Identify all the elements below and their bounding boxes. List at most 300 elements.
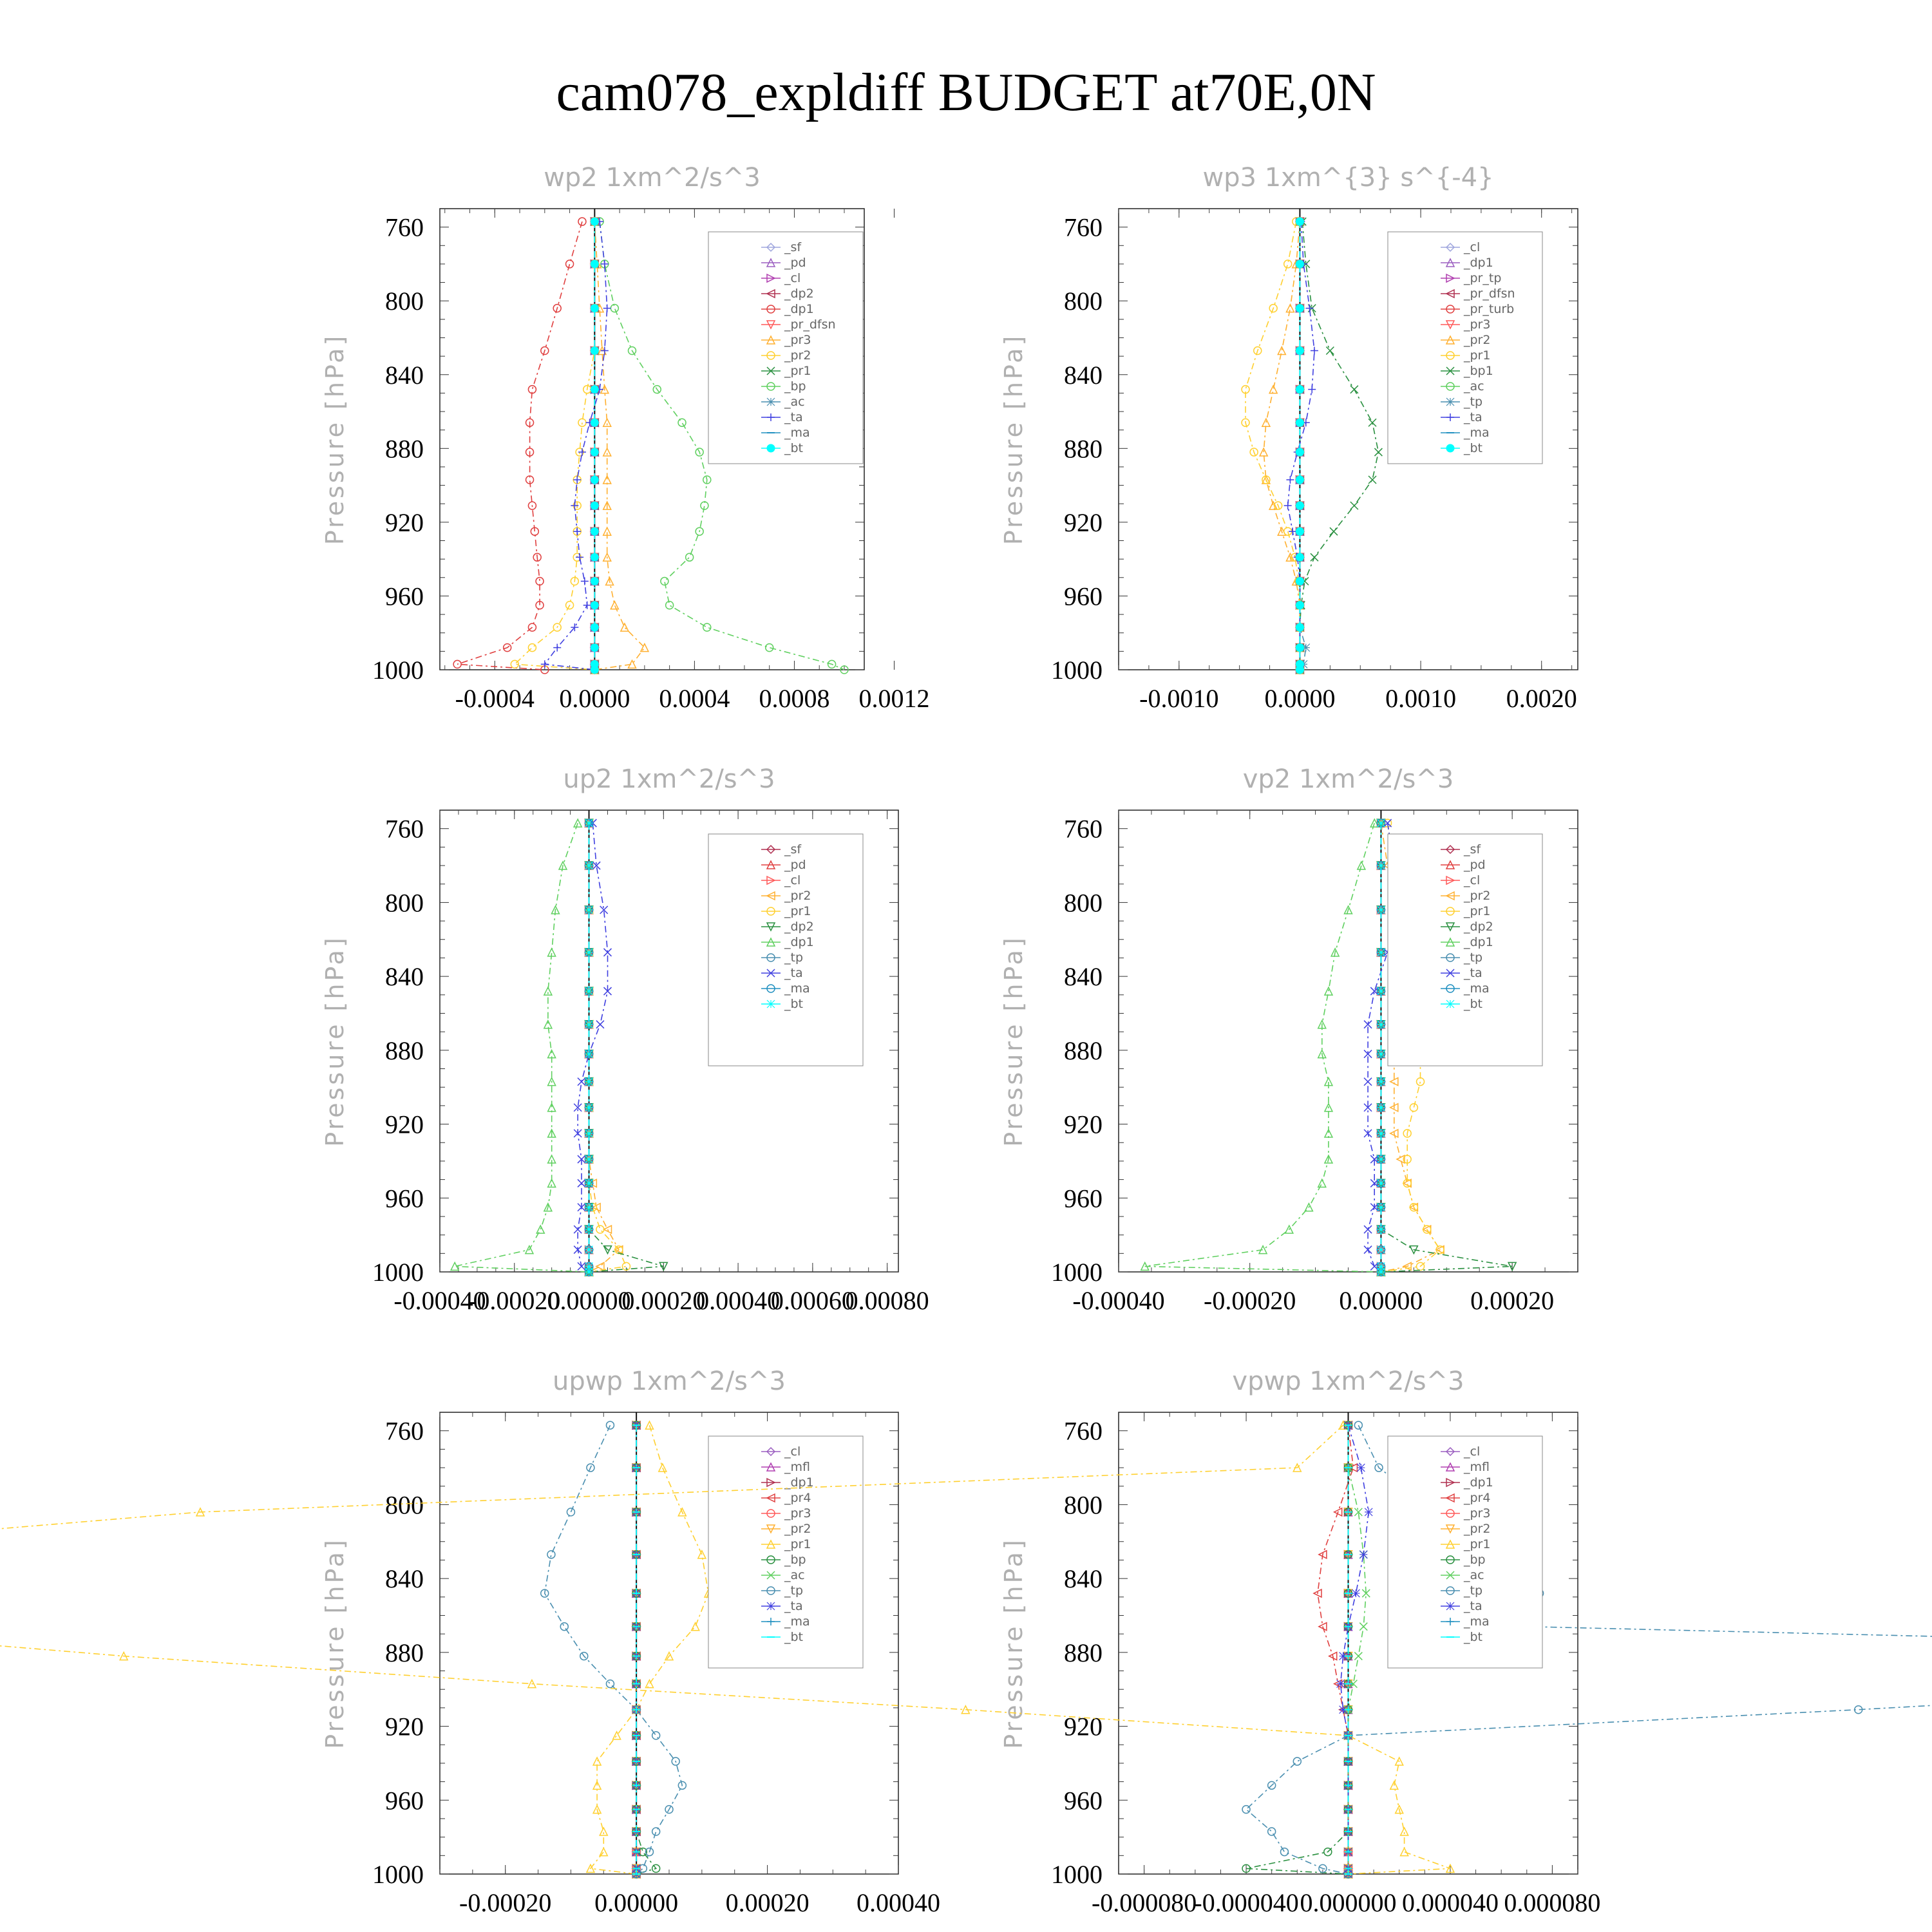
legend-label: _dp1 <box>784 935 814 949</box>
y-tick-label: 760 <box>385 1416 424 1446</box>
legend-label: _pr3 <box>784 1506 811 1520</box>
y-tick-label: 1000 <box>372 1860 424 1889</box>
series-line-dp1 <box>457 222 582 670</box>
data-point <box>600 1828 607 1835</box>
legend-label: _pr1 <box>1464 904 1491 918</box>
x-tick-label: -0.000040 <box>1193 1888 1299 1917</box>
data-point <box>603 949 611 956</box>
data-point <box>1296 666 1303 674</box>
legend <box>1388 834 1542 1066</box>
data-point <box>1410 1104 1417 1112</box>
data-point <box>536 1226 544 1233</box>
legend-label: _pr2 <box>784 348 811 363</box>
legend-label: _pr1 <box>784 364 811 378</box>
data-point <box>652 1732 660 1739</box>
y-axis-label: Pressure [hPa] <box>999 935 1028 1147</box>
data-point <box>1377 862 1385 869</box>
y-tick-label: 880 <box>385 434 424 464</box>
legend-label: _cl <box>784 1444 801 1459</box>
legend <box>708 1436 863 1668</box>
y-tick-label: 960 <box>1064 1184 1103 1213</box>
legend-label: _bp1 <box>1464 364 1493 378</box>
legend-label: _tp <box>784 951 804 965</box>
data-point <box>606 1680 614 1688</box>
legend-label: _dp2 <box>784 920 814 934</box>
series-line-pr1 <box>589 823 627 1272</box>
x-tick-label: 0.00080 <box>845 1286 929 1315</box>
legend-label: _bt <box>1464 441 1483 455</box>
data-point <box>1377 1078 1385 1086</box>
data-point <box>1377 1130 1385 1137</box>
y-tick-label: 960 <box>1064 582 1103 611</box>
x-tick-label: 0.00060 <box>770 1286 855 1315</box>
x-tick-label: -0.00040 <box>393 1286 486 1315</box>
legend-label: _pd <box>784 858 806 872</box>
data-point <box>1296 419 1303 426</box>
data-point <box>1330 527 1338 535</box>
x-tick-label: 0.0020 <box>1506 684 1577 713</box>
y-axis-label: Pressure [hPa] <box>321 333 349 545</box>
y-tick-label: 960 <box>385 582 424 611</box>
panel-title: wp2 1xm^2/s^3 <box>544 163 761 193</box>
y-tick-label: 1000 <box>372 1258 424 1287</box>
legend-marker <box>767 398 775 406</box>
data-point <box>1350 502 1358 509</box>
x-tick-label: 0.0012 <box>858 684 930 713</box>
legend-label: _cl <box>1464 873 1481 887</box>
data-point <box>553 644 561 652</box>
y-axis-label: Pressure [hPa] <box>321 935 349 1147</box>
legend-marker <box>1446 398 1454 406</box>
y-tick-label: 840 <box>1064 1564 1103 1594</box>
data-point <box>585 1050 593 1058</box>
legend-label: _ma <box>1464 426 1490 440</box>
data-point <box>1337 1680 1345 1688</box>
data-point <box>576 553 583 561</box>
panel-title: vp2 1xm^2/s^3 <box>1242 764 1454 794</box>
legend-label: _ma <box>784 981 810 996</box>
y-tick-label: 800 <box>1064 287 1103 316</box>
x-tick-label: 0.000000 <box>1300 1888 1397 1917</box>
legend-marker <box>1446 1602 1454 1610</box>
legend-label: _ta <box>1464 410 1482 424</box>
data-point <box>1377 906 1385 914</box>
data-point <box>1401 1828 1408 1835</box>
legend-label: _tp <box>1464 951 1483 965</box>
legend-label: _ta <box>784 410 803 424</box>
data-point <box>1296 623 1303 631</box>
y-tick-label: 960 <box>385 1184 424 1213</box>
data-point <box>1350 386 1358 393</box>
legend-label: _cl <box>1464 240 1481 254</box>
x-tick-label: 0.0010 <box>1385 684 1457 713</box>
legend <box>708 232 863 464</box>
data-point <box>1377 819 1385 827</box>
y-tick-label: 760 <box>1064 213 1103 242</box>
legend-label: _ma <box>784 426 810 440</box>
data-point <box>1377 1226 1385 1233</box>
data-point <box>613 1732 621 1739</box>
data-point <box>1296 218 1303 225</box>
panel-title: up2 1xm^2/s^3 <box>563 764 775 794</box>
x-tick-label: -0.00020 <box>468 1286 561 1315</box>
data-point <box>1296 386 1303 393</box>
panel-title: vpwp 1xm^2/s^3 <box>1232 1367 1464 1396</box>
legend-label: _pd <box>1464 858 1486 872</box>
legend-label: _sf <box>784 842 802 857</box>
data-point <box>1296 448 1303 456</box>
legend-label: _pr1 <box>784 1537 811 1551</box>
y-tick-label: 760 <box>1064 1416 1103 1446</box>
data-point <box>645 1421 653 1429</box>
series-line-pr1 <box>1245 222 1300 670</box>
data-point <box>578 1179 585 1187</box>
data-point <box>585 1226 593 1233</box>
data-point <box>591 419 598 426</box>
data-point <box>585 1204 593 1211</box>
x-tick-label: -0.0010 <box>1139 684 1219 713</box>
data-point <box>1377 1050 1385 1058</box>
series-line-pr2 <box>515 222 594 670</box>
data-point <box>1296 644 1303 652</box>
data-point <box>686 553 694 561</box>
x-tick-label: -0.00020 <box>459 1888 552 1917</box>
data-point <box>1377 1021 1385 1028</box>
legend-label: _dp1 <box>784 1475 814 1490</box>
series-line-bp <box>1246 1425 1348 1874</box>
y-tick-label: 880 <box>1064 434 1103 464</box>
legend-label: _pr1 <box>1464 1537 1491 1551</box>
x-tick-label: 0.00020 <box>1470 1286 1555 1315</box>
legend-label: _ma <box>784 1615 810 1629</box>
legend-label: _pr2 <box>784 889 811 903</box>
panel-2 <box>999 163 1578 713</box>
data-point <box>1359 1623 1367 1631</box>
data-point <box>1368 419 1376 426</box>
data-point <box>578 419 586 426</box>
y-tick-label: 920 <box>1064 507 1103 537</box>
legend-label: _pr4 <box>784 1491 811 1505</box>
legend-label: _pr1 <box>1464 348 1491 363</box>
data-point <box>1308 386 1316 393</box>
legend-label: _ma <box>1464 1615 1490 1629</box>
y-tick-label: 920 <box>385 507 424 537</box>
legend-label: _dp1 <box>1464 935 1493 949</box>
data-point <box>585 1246 593 1254</box>
y-tick-label: 760 <box>385 814 424 844</box>
legend-label: _pr_tp <box>1464 271 1502 285</box>
data-point <box>581 578 589 585</box>
x-tick-label: -0.000080 <box>1091 1888 1197 1917</box>
legend-marker <box>767 444 775 452</box>
x-tick-label: 0.00000 <box>594 1888 679 1917</box>
data-point <box>591 502 598 509</box>
y-tick-label: 960 <box>385 1786 424 1815</box>
y-tick-label: 920 <box>1064 1712 1103 1741</box>
x-tick-label: 0.000080 <box>1504 1888 1601 1917</box>
data-point <box>591 305 598 312</box>
x-tick-label: 0.00040 <box>696 1286 781 1315</box>
legend-label: _mfl <box>784 1460 810 1474</box>
data-point <box>583 601 591 609</box>
series-line-pr3 <box>594 222 645 670</box>
data-point <box>591 601 598 609</box>
y-tick-label: 880 <box>1064 1638 1103 1667</box>
legend-label: _pr2 <box>1464 889 1491 903</box>
data-point <box>1326 347 1334 355</box>
y-tick-label: 840 <box>1064 962 1103 992</box>
data-point <box>1296 578 1303 585</box>
data-point <box>591 644 598 652</box>
data-point <box>1296 347 1303 355</box>
x-tick-label: 0.00000 <box>1339 1286 1423 1315</box>
series-line-dp1 <box>455 823 589 1272</box>
data-point <box>1359 1551 1367 1558</box>
y-tick-label: 880 <box>385 1638 424 1667</box>
y-tick-label: 800 <box>385 1490 424 1520</box>
legend-label: _bt <box>1464 997 1483 1011</box>
x-tick-label: 0.00020 <box>725 1888 810 1917</box>
panel-5 <box>321 1367 940 1917</box>
panel-1 <box>321 163 930 713</box>
legend-label: _sf <box>1464 842 1481 857</box>
data-point <box>1368 476 1376 484</box>
y-tick-label: 1000 <box>372 656 424 685</box>
legend-label: _bp <box>784 379 806 393</box>
y-tick-label: 800 <box>385 287 424 316</box>
data-point <box>591 386 598 393</box>
x-tick-label: 0.00020 <box>621 1286 706 1315</box>
legend-marker <box>1446 1000 1454 1008</box>
data-point <box>1286 476 1294 484</box>
data-point <box>678 419 686 426</box>
data-point <box>1269 386 1277 393</box>
data-point <box>578 448 586 456</box>
data-point <box>611 305 618 312</box>
legend-label: _ta <box>784 966 803 980</box>
x-tick-label: 0.0004 <box>659 684 730 713</box>
data-point <box>1377 1204 1385 1211</box>
data-point <box>585 1021 593 1028</box>
series-line-dp1 <box>1145 823 1381 1272</box>
data-point <box>1296 502 1303 509</box>
legend-label: _ac <box>784 395 805 409</box>
data-point <box>1318 1179 1326 1187</box>
legend-label: _pr2 <box>784 1522 811 1536</box>
legend-label: _dp1 <box>784 302 814 316</box>
y-tick-label: 800 <box>1064 888 1103 918</box>
panel-4 <box>999 764 1578 1315</box>
data-point <box>652 1828 660 1835</box>
legend-label: _pr_turb <box>1464 302 1515 316</box>
panel-6 <box>0 1367 1932 1917</box>
data-point <box>1354 1421 1362 1429</box>
legend-label: _dp1 <box>1464 1475 1493 1490</box>
data-point <box>1354 1653 1362 1660</box>
y-axis-label: Pressure [hPa] <box>999 1537 1028 1749</box>
data-point <box>1374 448 1382 456</box>
data-point <box>585 987 593 995</box>
legend-label: _dp1 <box>1464 256 1493 270</box>
data-point <box>585 1130 593 1137</box>
y-tick-label: 800 <box>1064 1490 1103 1520</box>
legend-label: _pr2 <box>1464 1522 1491 1536</box>
data-point <box>591 218 598 225</box>
data-point <box>528 644 536 652</box>
data-point <box>591 666 598 674</box>
data-point <box>1296 305 1303 312</box>
y-tick-label: 760 <box>385 213 424 242</box>
data-point <box>1377 1104 1385 1112</box>
legend-label: _bt <box>784 997 804 1011</box>
data-point <box>1357 1464 1365 1472</box>
legend-label: _tp <box>1464 1584 1483 1598</box>
data-point <box>591 578 598 585</box>
data-point <box>1401 1848 1408 1856</box>
x-tick-label: 0.000040 <box>1401 1888 1499 1917</box>
data-point <box>585 949 593 956</box>
x-tick-label: -0.00040 <box>1072 1286 1165 1315</box>
y-tick-label: 840 <box>385 962 424 992</box>
data-point <box>1262 419 1270 426</box>
legend-label: _cl <box>784 873 801 887</box>
data-point <box>1268 1828 1276 1835</box>
data-point <box>591 260 598 268</box>
legend-label: _pr3 <box>784 333 811 347</box>
series-line-pr2 <box>589 823 619 1272</box>
y-tick-label: 760 <box>1064 814 1103 844</box>
data-point <box>596 1262 604 1270</box>
data-point <box>645 1680 653 1688</box>
x-tick-label: 0.0008 <box>759 684 830 713</box>
data-point <box>1365 1508 1372 1516</box>
data-point <box>1377 1179 1385 1187</box>
panel-3 <box>321 764 929 1315</box>
data-point <box>1364 1246 1372 1254</box>
data-point <box>566 260 574 268</box>
data-point <box>596 1021 604 1028</box>
data-point <box>585 906 593 914</box>
legend-label: _cl <box>1464 1444 1481 1459</box>
data-point <box>1284 502 1292 509</box>
data-point <box>591 527 598 535</box>
y-tick-label: 880 <box>1064 1036 1103 1065</box>
y-tick-label: 1000 <box>1051 1860 1103 1889</box>
legend-label: _bp <box>1464 1553 1486 1567</box>
data-point <box>1377 987 1385 995</box>
data-point <box>1284 260 1292 268</box>
legend-label: _pr4 <box>1464 1491 1491 1505</box>
y-tick-label: 840 <box>385 1564 424 1594</box>
data-point <box>1364 1226 1372 1233</box>
legend-label: _bt <box>784 1630 804 1644</box>
data-point <box>574 819 582 827</box>
data-point <box>1296 260 1303 268</box>
legend <box>708 834 863 1066</box>
x-tick-label: 0.0000 <box>559 684 630 713</box>
data-point <box>1377 1155 1385 1163</box>
legend-marker <box>1446 444 1454 452</box>
y-tick-label: 920 <box>385 1110 424 1139</box>
data-point <box>1377 949 1385 956</box>
legend-label: _bt <box>1464 1630 1483 1644</box>
data-point <box>1242 1806 1250 1814</box>
legend-label: _ac <box>1464 1568 1484 1582</box>
data-point <box>536 578 544 585</box>
data-point <box>591 448 598 456</box>
legend-label: _pr3 <box>1464 317 1491 332</box>
data-point <box>1293 1757 1301 1765</box>
data-point <box>560 1623 568 1631</box>
data-point <box>585 862 593 869</box>
legend-marker <box>767 1000 775 1008</box>
legend <box>1388 1436 1542 1668</box>
data-point <box>578 1262 585 1270</box>
data-point <box>1377 1246 1385 1254</box>
legend-label: _tp <box>784 1584 804 1598</box>
data-point <box>766 644 773 652</box>
data-point <box>661 578 668 585</box>
legend-label: _pd <box>784 256 806 270</box>
series-line-bp1 <box>1300 222 1378 670</box>
data-point <box>603 1226 611 1233</box>
legend-label: _tp <box>1464 395 1483 409</box>
y-tick-label: 880 <box>385 1036 424 1065</box>
data-point <box>666 601 674 609</box>
y-tick-label: 920 <box>385 1712 424 1741</box>
data-point <box>1352 1589 1359 1597</box>
data-point <box>1311 553 1318 561</box>
data-point <box>591 623 598 631</box>
legend-label: _ta <box>1464 1599 1482 1613</box>
data-point <box>1417 1078 1425 1086</box>
data-point <box>1296 476 1303 484</box>
legend-label: _pr_dfsn <box>1464 287 1515 301</box>
legend-label: _ta <box>1464 966 1482 980</box>
data-point <box>1296 527 1303 535</box>
data-point <box>1296 601 1303 609</box>
legend-label: _bp <box>784 1553 806 1567</box>
legend <box>1388 232 1542 464</box>
data-point <box>606 1421 614 1429</box>
x-tick-label: -0.0004 <box>455 684 535 713</box>
y-tick-label: 800 <box>385 888 424 918</box>
data-point <box>611 601 618 609</box>
data-point <box>1280 1848 1288 1856</box>
legend-label: _mfl <box>1464 1460 1490 1474</box>
y-tick-label: 1000 <box>1051 1258 1103 1287</box>
series-line-tp <box>545 1425 683 1874</box>
data-point <box>591 476 598 484</box>
y-axis-label: Pressure [hPa] <box>321 1537 349 1749</box>
y-tick-label: 840 <box>385 360 424 390</box>
data-point <box>585 1268 593 1276</box>
data-point <box>591 553 598 561</box>
data-point <box>1377 1268 1385 1276</box>
legend-label: _pr_dfsn <box>784 317 836 332</box>
legend-label: _ac <box>784 1568 805 1582</box>
data-point <box>1278 347 1285 355</box>
legend-label: _bt <box>784 441 804 455</box>
legend-label: _dp2 <box>1464 920 1493 934</box>
data-point <box>621 623 629 631</box>
panel-title: wp3 1xm^{3} s^{-4} <box>1202 163 1494 193</box>
data-point <box>1311 347 1318 355</box>
y-axis-label: Pressure [hPa] <box>999 333 1028 545</box>
data-point <box>1305 305 1313 312</box>
legend-marker <box>767 1602 775 1610</box>
y-tick-label: 840 <box>1064 360 1103 390</box>
